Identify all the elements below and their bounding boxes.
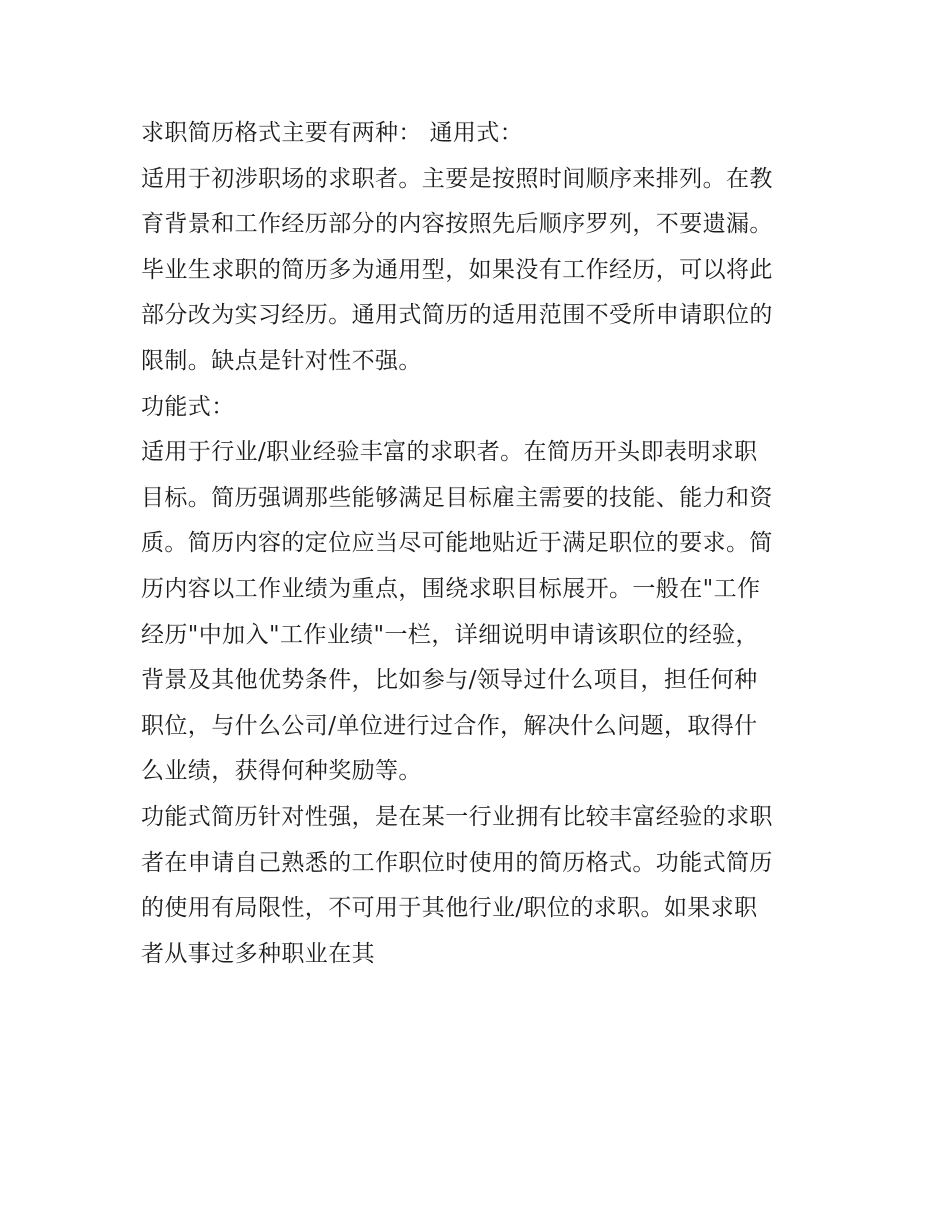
text-line: 限制。缺点是针对性不强。 (141, 347, 422, 374)
text-line: 者从事过多种职业在其 (141, 940, 375, 967)
text-line: 毕业生求职的简历多为通用型，如果没有工作经历，可以将此 (141, 256, 773, 283)
text-line: 部分改为实习经历。通用式简历的适用范围不受所申请职位的 (141, 302, 773, 329)
text-line: 历内容以工作业绩为重点，围绕求职目标展开。一般在"工作 (141, 575, 761, 602)
text-line: 适用于初涉职场的求职者。主要是按照时间顺序来排列。在教 (141, 165, 773, 192)
text-line: 背景及其他优势条件，比如参与/领导过什么项目，担任何种 (141, 667, 758, 694)
text-line: 育背景和工作经历部分的内容按照先后顺序罗列，不要遗漏。 (141, 211, 773, 238)
document-body (141, 111, 813, 977)
text-line: 经历"中加入"工作业绩"一栏，详细说明申请该职位的经验， (141, 621, 759, 648)
text-line: 功能式简历针对性强，是在某一行业拥有比较丰富经验的求职 (141, 803, 773, 830)
text-line: 质。简历内容的定位应当尽可能地贴近于满足职位的要求。简 (141, 530, 773, 557)
text-line: 适用于行业/职业经验丰富的求职者。在简历开头即表明求职 (141, 439, 758, 466)
text-line-intro: 求职简历格式主要有两种： 通用式： (141, 120, 524, 146)
section-heading-functional: 功能式： (141, 393, 235, 420)
text-line: 么业绩，获得何种奖励等。 (141, 758, 422, 785)
text-line: 者在申请自己熟悉的工作职位时使用的简历格式。功能式简历 (141, 849, 773, 876)
text-line: 职位，与什么公司/单位进行过合作，解决什么问题，取得什 (141, 712, 758, 739)
text-line: 目标。简历强调那些能够满足目标雇主需要的技能、能力和资 (141, 484, 773, 511)
text-line: 的使用有局限性，不可用于其他行业/职位的求职。如果求职 (141, 895, 758, 922)
